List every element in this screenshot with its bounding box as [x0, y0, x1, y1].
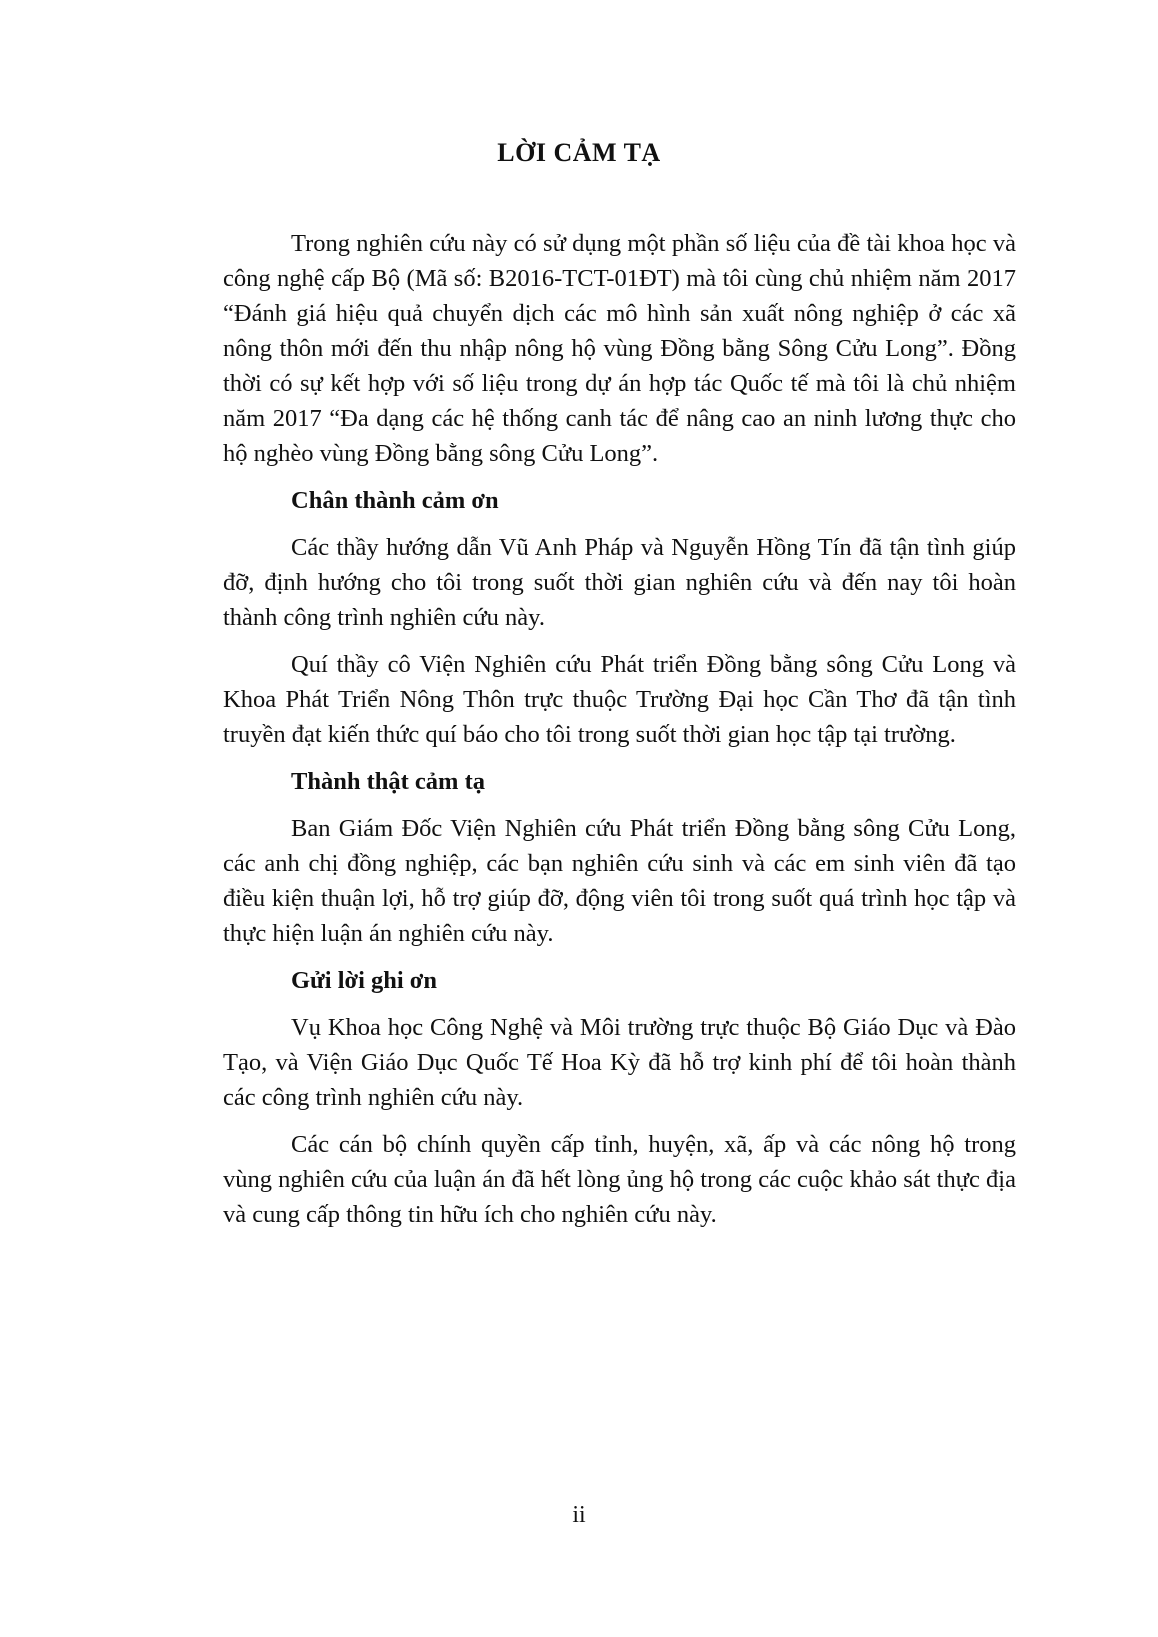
- section-heading-gratitude: Thành thật cảm tạ: [291, 768, 485, 795]
- thanks-paragraph-advisors: Các thầy hướng dẫn Vũ Anh Pháp và Nguyễn Hồng Tín đã tận tình giúp đỡ, định hướng cho tôi trong suốt thời gian nghiên cứu và đến nay tôi hoàn thành công trình nghiên cứu này.: [223, 534, 1016, 631]
- page-number: ii: [572, 1502, 586, 1528]
- intro-paragraph: Trong nghiên cứu này có sử dụng một phần số liệu của đề tài khoa học và công nghệ cấp Bộ (Mã số: B2016-TCT-01ĐT) mà tôi cùng chủ nhiệm năm 2017 “Đánh giá hiệu quả chuyển dịch các mô hình sản xuất nông nghiệp ở các xã nông thôn mới đến thu nhập nông hộ vùng Đồng bằng Sông Cửu Long”. Đồng thời có sự kết hợp với số liệu trong dự án hợp tác Quốc tế mà tôi là chủ nhiệm năm 2017 “Đa dạng các hệ thống canh tác để nâng cao an ninh lương thực cho hộ nghèo vùng Đồng bằng sông Cửu Long”.: [223, 230, 1016, 467]
- page-title: LỜI CẢM TẠ: [497, 138, 661, 167]
- acknowledgement-paragraph-ministry: Vụ Khoa học Công Nghệ và Môi trường trực thuộc Bộ Giáo Dục và Đào Tạo, và Viện Giáo Dục Quốc Tế Hoa Kỳ đã hỗ trợ kinh phí để tôi hoàn thành các công trình nghiên cứu này.: [223, 1014, 1016, 1111]
- section-heading-thanks: Chân thành cảm ơn: [291, 487, 499, 514]
- section-heading-acknowledgement: Gửi lời ghi ơn: [291, 967, 437, 994]
- acknowledgement-paragraph-officials: Các cán bộ chính quyền cấp tỉnh, huyện, xã, ấp và các nông hộ trong vùng nghiên cứu của luận án đã hết lòng ủng hộ trong các cuộc khảo sát thực địa và cung cấp thông tin hữu ích cho nghiên cứu này.: [223, 1131, 1016, 1228]
- thanks-paragraph-faculty: Quí thầy cô Viện Nghiên cứu Phát triển Đồng bằng sông Cửu Long và Khoa Phát Triển Nông Thôn trực thuộc Trường Đại học Cần Thơ đã tận tình truyền đạt kiến thức quí báo cho tôi trong suốt thời gian học tập tại trường.: [223, 651, 1016, 748]
- gratitude-paragraph: Ban Giám Đốc Viện Nghiên cứu Phát triển Đồng bằng sông Cửu Long, các anh chị đồng nghiệp, các bạn nghiên cứu sinh và các em sinh viên đã tạo điều kiện thuận lợi, hỗ trợ giúp đỡ, động viên tôi trong suốt quá trình học tập và thực hiện luận án nghiên cứu này.: [223, 815, 1016, 947]
- page-body: [223, 226, 1016, 1232]
